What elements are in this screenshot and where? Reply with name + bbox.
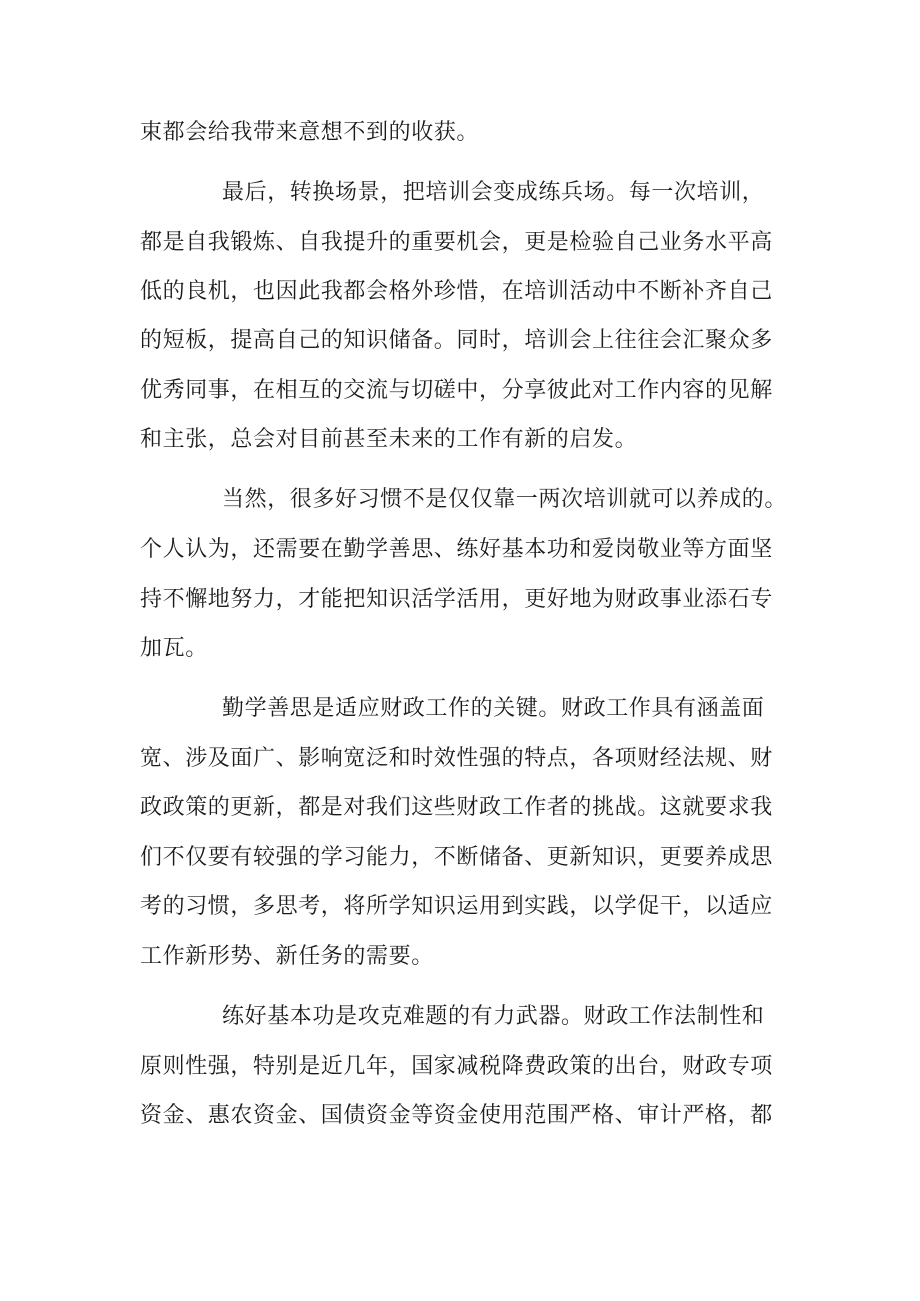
paragraph-line: 考的习惯，多思考，将所学知识运用到实践，以学促干，以适应 (140, 894, 773, 919)
paragraph-line: 个人认为，还需要在勤学善思、练好基本功和爱岗敬业等方面坚 (140, 537, 773, 562)
paragraph-line: 束都会给我带来意想不到的收获。 (140, 120, 480, 145)
paragraph-line: 低的良机，也因此我都会格外珍惜，在培训活动中不断补齐自己 (140, 279, 773, 304)
paragraph-line: 最后，转换场景，把培训会变成练兵场。每一次培训， (222, 180, 765, 205)
paragraph-line: 当然，很多好习惯不是仅仅靠一两次培训就可以养成的。 (222, 487, 788, 512)
paragraph-line: 原则性强，特别是近几年，国家减税降费政策的出台，财政专项 (140, 1054, 773, 1079)
paragraph-line: 加瓦。 (140, 636, 208, 661)
paragraph-line: 政政策的更新，都是对我们这些财政工作者的挑战。这就要求我 (140, 795, 773, 820)
paragraph-line: 勤学善思是适应财政工作的关键。财政工作具有涵盖面 (222, 696, 765, 721)
paragraph-line: 工作新形势、新任务的需要。 (140, 944, 434, 969)
paragraph-line: 们不仅要有较强的学习能力，不断储备、更新知识，更要养成思 (140, 845, 773, 870)
paragraph-line: 和主张，总会对目前甚至未来的工作有新的启发。 (140, 427, 638, 452)
paragraph-line: 优秀同事，在相互的交流与切磋中，分享彼此对工作内容的见解 (140, 378, 773, 403)
paragraph-line: 练好基本功是攻克难题的有力武器。财政工作法制性和 (222, 1004, 765, 1029)
paragraph-line: 资金、惠农资金、国债资金等资金使用范围严格、审计严格，都 (140, 1103, 773, 1128)
paragraph-line: 宽、涉及面广、影响宽泛和时效性强的特点，各项财经法规、财 (140, 746, 773, 771)
paragraph-line: 持不懈地努力，才能把知识活学活用，更好地为财政事业添石专 (140, 587, 773, 612)
paragraph-line: 的短板，提高自己的知识储备。同时，培训会上往往会汇聚众多 (140, 328, 773, 353)
paragraph-line: 都是自我锻炼、自我提升的重要机会，更是检验自己业务水平高 (140, 230, 773, 255)
